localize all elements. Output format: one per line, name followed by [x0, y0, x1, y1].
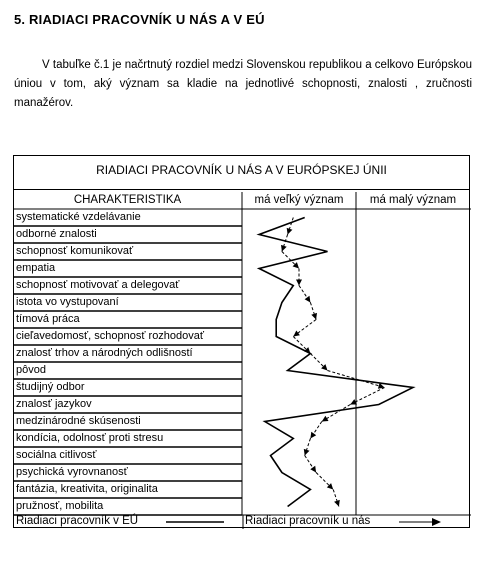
row-label: fantázia, kreativita, originalita: [16, 483, 158, 495]
row-label: systematické vzdelávanie: [16, 211, 141, 223]
legend-sk-label: Riadiaci pracovník u nás: [245, 515, 371, 527]
table-grid-and-lines: [14, 156, 471, 529]
col-header-characteristics: CHARAKTERISTIKA: [73, 194, 182, 206]
col-header-high: má veľký význam: [254, 194, 344, 206]
row-label: pružnosť, mobilita: [16, 500, 104, 512]
series-sk-arrowhead: [296, 280, 302, 286]
col-header-low: má malý význam: [369, 194, 457, 206]
row-label: istota vo vystupovaní: [16, 296, 119, 308]
series-sk-arrowhead: [334, 500, 340, 507]
series-eu-line: [259, 218, 413, 507]
series-sk-arrowhead: [281, 245, 287, 252]
row-label: znalosť trhov a národných odlišností: [16, 347, 193, 359]
series-sk-arrowhead: [304, 449, 310, 456]
row-label: sociálna citlivosť: [16, 449, 97, 461]
series-sk-arrowhead: [310, 466, 316, 473]
row-label: medzinárodné skúsenosti: [16, 415, 141, 427]
comparison-table: [13, 155, 470, 528]
row-label: kondícia, odolnosť proti stresu: [16, 432, 164, 444]
row-label: schopnosť komunikovať: [16, 245, 134, 257]
row-label: schopnosť motivovať a delegovať: [16, 279, 180, 291]
series-sk-arrowhead: [311, 313, 317, 320]
row-label: študijný odbor: [16, 381, 85, 393]
row-label: znalosť jazykov: [16, 398, 92, 410]
row-label: pôvod: [16, 364, 46, 376]
series-sk-arrowhead: [305, 296, 311, 303]
intro-text: V tabuľke č.1 je načrtnutý rozdiel medzi Slovenskou republikou a celkovo Európskou úniou v tom, aký význam sa kladie na jednotlivé schopnosti, znalosti , zručnosti manažérov.: [14, 59, 472, 109]
row-label: empatia: [16, 262, 56, 274]
legend-eu-label: Riadiaci pracovník v EÚ: [16, 515, 139, 527]
intro-paragraph: [14, 56, 472, 113]
legend-sk-arrowhead: [432, 518, 441, 526]
row-label: odborné znalosti: [16, 228, 97, 240]
series-sk-arrowhead: [310, 432, 316, 439]
row-label: tímová práca: [16, 313, 80, 325]
series-sk-arrowhead: [293, 331, 300, 337]
row-label: psychická vyrovnanosť: [16, 466, 128, 478]
row-label: cieľavedomosť, schopnosť rozhodovať: [16, 330, 205, 342]
series-sk-arrowhead: [287, 228, 293, 235]
table-title: RIADIACI PRACOVNÍK U NÁS A V EURÓPSKEJ ÚNII: [14, 156, 469, 190]
section-heading: 5. RIADIACI PRACOVNÍK U NÁS A V EÚ: [14, 12, 265, 27]
